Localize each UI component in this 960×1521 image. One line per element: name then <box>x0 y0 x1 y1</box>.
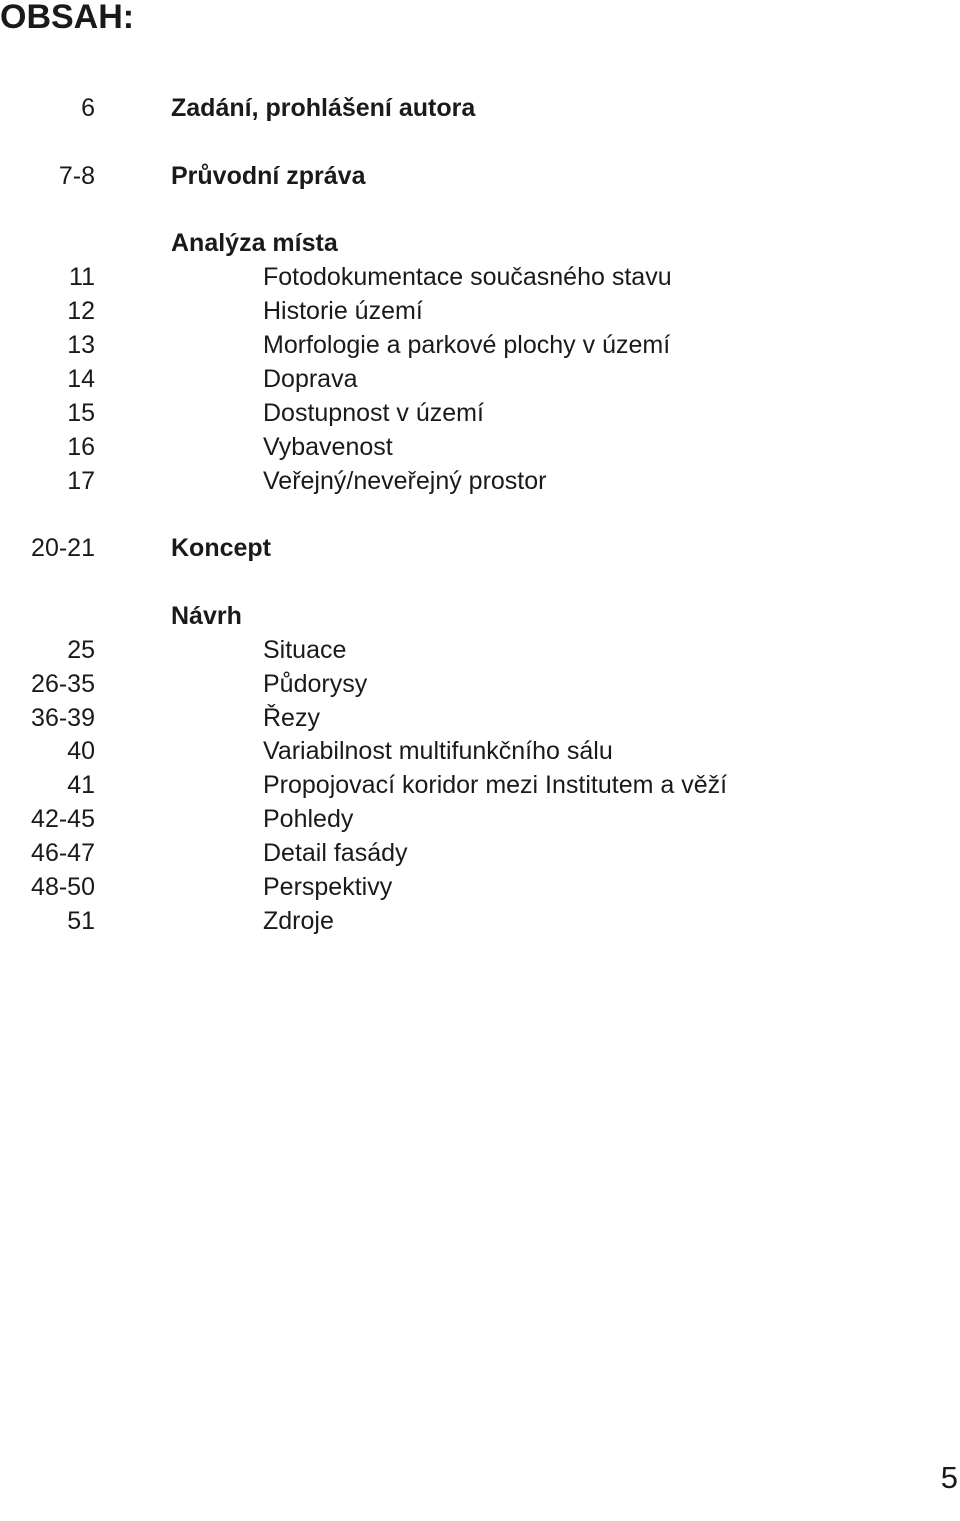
toc-entry-subsection <box>0 667 900 701</box>
toc-subsection-title: Veřejný/neveřejný prostor <box>263 467 547 495</box>
toc-subsection-title: Perspektivy <box>263 873 393 901</box>
toc-section-title: Analýza místa <box>171 229 338 257</box>
toc-subsection-title: Detail fasády <box>263 839 408 867</box>
toc-page-number: 26-35 <box>31 670 95 698</box>
toc-entry-subsection <box>0 294 900 328</box>
toc-subsection-title: Doprava <box>263 365 358 393</box>
toc-page-number: 20-21 <box>31 534 95 562</box>
toc-entry-subsection <box>0 836 900 870</box>
page-number: 5 <box>940 1460 958 1495</box>
toc-entry-subsection <box>0 396 900 430</box>
toc-page-number: 14 <box>67 365 95 393</box>
toc-section-title: Průvodní zpráva <box>171 162 366 190</box>
toc-subsection-title: Zdroje <box>263 907 334 935</box>
toc-section-title: Návrh <box>171 602 242 630</box>
toc-entry-subsection <box>0 734 900 768</box>
toc-entry-subsection <box>0 464 900 498</box>
toc-entry-subsection <box>0 362 900 396</box>
toc-page-number: 12 <box>67 297 95 325</box>
toc-page-number: 6 <box>81 94 95 122</box>
toc-page-number: 13 <box>67 331 95 359</box>
toc-page-number: 51 <box>67 907 95 935</box>
toc-page-number: 17 <box>67 467 95 495</box>
toc-subsection-title: Variabilnost multifunkčního sálu <box>263 737 613 765</box>
toc-subsection-title: Situace <box>263 636 347 664</box>
toc-entry-section <box>0 91 900 125</box>
toc-page-number: 25 <box>67 636 95 664</box>
toc-page-number: 42-45 <box>31 805 95 833</box>
toc-page-number: 46-47 <box>31 839 95 867</box>
toc-page-number: 16 <box>67 433 95 461</box>
toc-subsection-title: Pohledy <box>263 805 354 833</box>
toc-page-number: 48-50 <box>31 873 95 901</box>
toc-entry-subsection <box>0 633 900 667</box>
toc-entry-subsection <box>0 802 900 836</box>
toc-entry-subsection <box>0 701 900 735</box>
toc-subsection-title: Řezy <box>263 704 320 732</box>
toc-entry-section <box>0 599 900 633</box>
toc-entry-subsection <box>0 870 900 904</box>
toc-entry-subsection <box>0 904 900 938</box>
toc-subsection-title: Morfologie a parkové plochy v území <box>263 331 671 359</box>
toc-page-number: 41 <box>67 771 95 799</box>
toc-entry-subsection <box>0 328 900 362</box>
toc-entry-subsection <box>0 768 900 802</box>
toc-page-number: 15 <box>67 399 95 427</box>
toc-subsection-title: Vybavenost <box>263 433 393 461</box>
toc-section-title: Zadání, prohlášení autora <box>171 94 476 122</box>
toc-subsection-title: Propojovací koridor mezi Institutem a věží <box>263 771 728 799</box>
toc-entry-section <box>0 226 900 260</box>
toc-page-number: 40 <box>67 737 95 765</box>
toc-page-number: 36-39 <box>31 704 95 732</box>
toc-subsection-title: Fotodokumentace současného stavu <box>263 263 672 291</box>
page-title: OBSAH: <box>0 0 135 36</box>
toc-page-number: 7-8 <box>58 162 95 190</box>
toc-subsection-title: Dostupnost v území <box>263 399 484 427</box>
toc-subsection-title: Půdorysy <box>263 670 368 698</box>
toc-entry-subsection <box>0 430 900 464</box>
toc-entry-section <box>0 159 900 193</box>
toc-section-title: Koncept <box>171 534 271 562</box>
toc-entry-section <box>0 531 900 565</box>
toc-page-number: 11 <box>69 263 95 291</box>
toc-entry-subsection <box>0 260 900 294</box>
toc-subsection-title: Historie území <box>263 297 423 325</box>
